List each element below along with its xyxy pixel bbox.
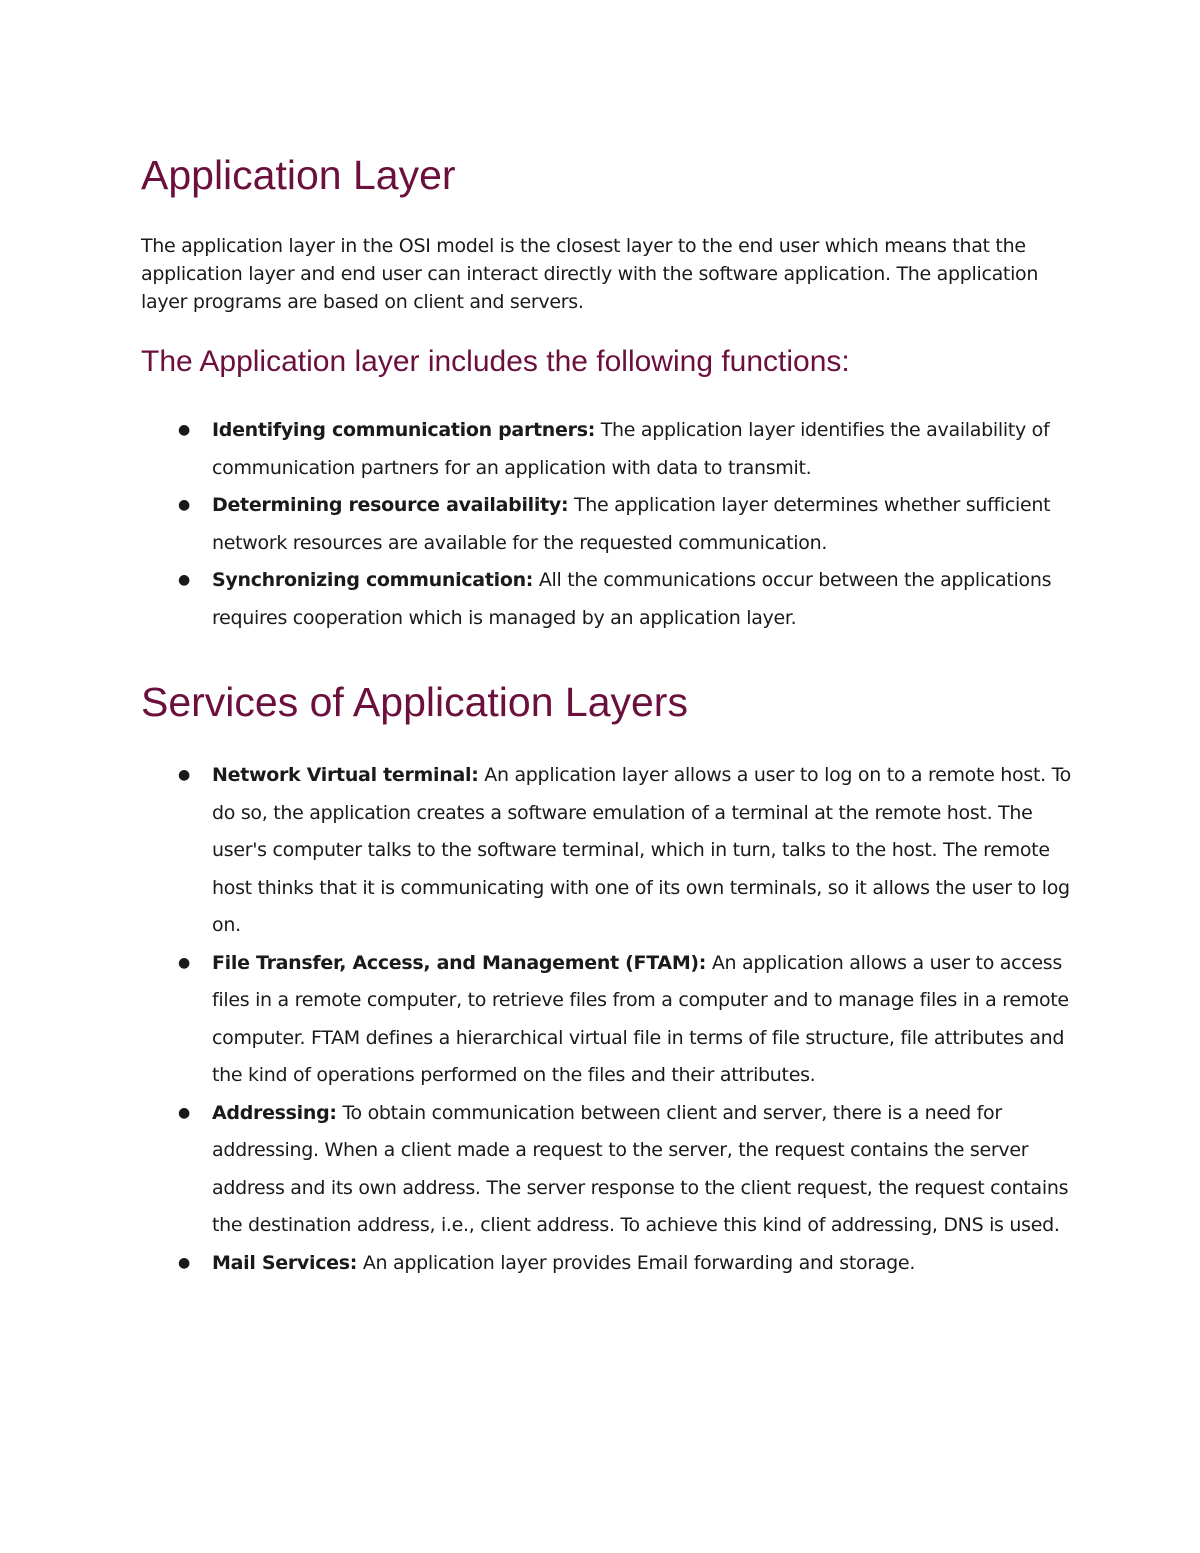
list-item-text: All the communications occur between the applications requires cooperation which is managed by an application layer. — [212, 569, 1052, 629]
list-item-term: File Transfer, Access, and Management (FTAM): — [212, 951, 707, 974]
functions-heading: The Application layer includes the following functions: — [141, 345, 850, 378]
bullet-icon: ● — [178, 1254, 190, 1271]
list-item-term: Addressing: — [212, 1101, 337, 1124]
list-item-text: To obtain communication between client and server, there is a need for addressing. When a client made a request to the server, the request contains the server address and its own address. The server response to the client request, the request contains the destination address, i.e., client address. To achieve this kind of addressing, DNS is used. — [212, 1101, 1069, 1236]
list-item-text: The application layer identifies the availability of communication partners for an application with data to transmit. — [212, 419, 1050, 479]
bullet-icon: ● — [178, 1104, 190, 1121]
list-item-text: An application allows a user to access files in a remote computer, to retrieve files from a computer and to manage files in a remote computer. FTAM defines a hierarchical virtual file in terms of file structure, file attributes and the kind of operations performed on the files and their attributes. — [212, 951, 1069, 1086]
list-item-term: Mail Services: — [212, 1251, 358, 1274]
document-page — [141, 150, 1071, 1282]
list-item — [141, 1095, 1071, 1245]
list-item — [141, 945, 1071, 1095]
bullet-icon: ● — [178, 497, 190, 513]
list-item-term: Network Virtual terminal: — [212, 764, 479, 786]
list-item-text: An application layer provides Email forwarding and storage. — [357, 1251, 916, 1274]
bullet-icon: ● — [178, 954, 190, 971]
list-item — [141, 487, 1071, 562]
intro-paragraph: The application layer in the OSI model is the closest layer to the end user which means that the application layer and end user can interact directly with the software application. The application layer programs are based on client and servers. — [141, 235, 1039, 313]
list-item — [141, 562, 1071, 637]
list-item — [141, 757, 1071, 945]
list-item-term: Determining resource availability: — [212, 494, 569, 516]
bullet-icon: ● — [178, 422, 190, 438]
list-item-term: Synchronizing communication: — [212, 569, 534, 591]
list-item-text: The application layer determines whether sufficient network resources are available for the requested communication. — [212, 494, 1051, 554]
bullet-icon: ● — [178, 572, 190, 588]
list-item-text: An application layer allows a user to log on to a remote host. To do so, the application creates a software emulation of a terminal at the remote host. The user's computer talks to the software terminal, which in turn, talks to the host. The remote host thinks that it is communicating with one of its own terminals, so it allows the user to log on. — [212, 764, 1071, 936]
functions-list — [141, 412, 1071, 637]
bullet-icon: ● — [178, 767, 190, 783]
page-title: Application Layer — [141, 152, 456, 198]
list-item-term: Identifying communication partners: — [212, 419, 595, 441]
services-list — [141, 757, 1071, 1282]
list-item — [141, 412, 1071, 487]
list-item — [141, 1245, 1071, 1283]
services-heading: Services of Application Layers — [141, 679, 688, 725]
